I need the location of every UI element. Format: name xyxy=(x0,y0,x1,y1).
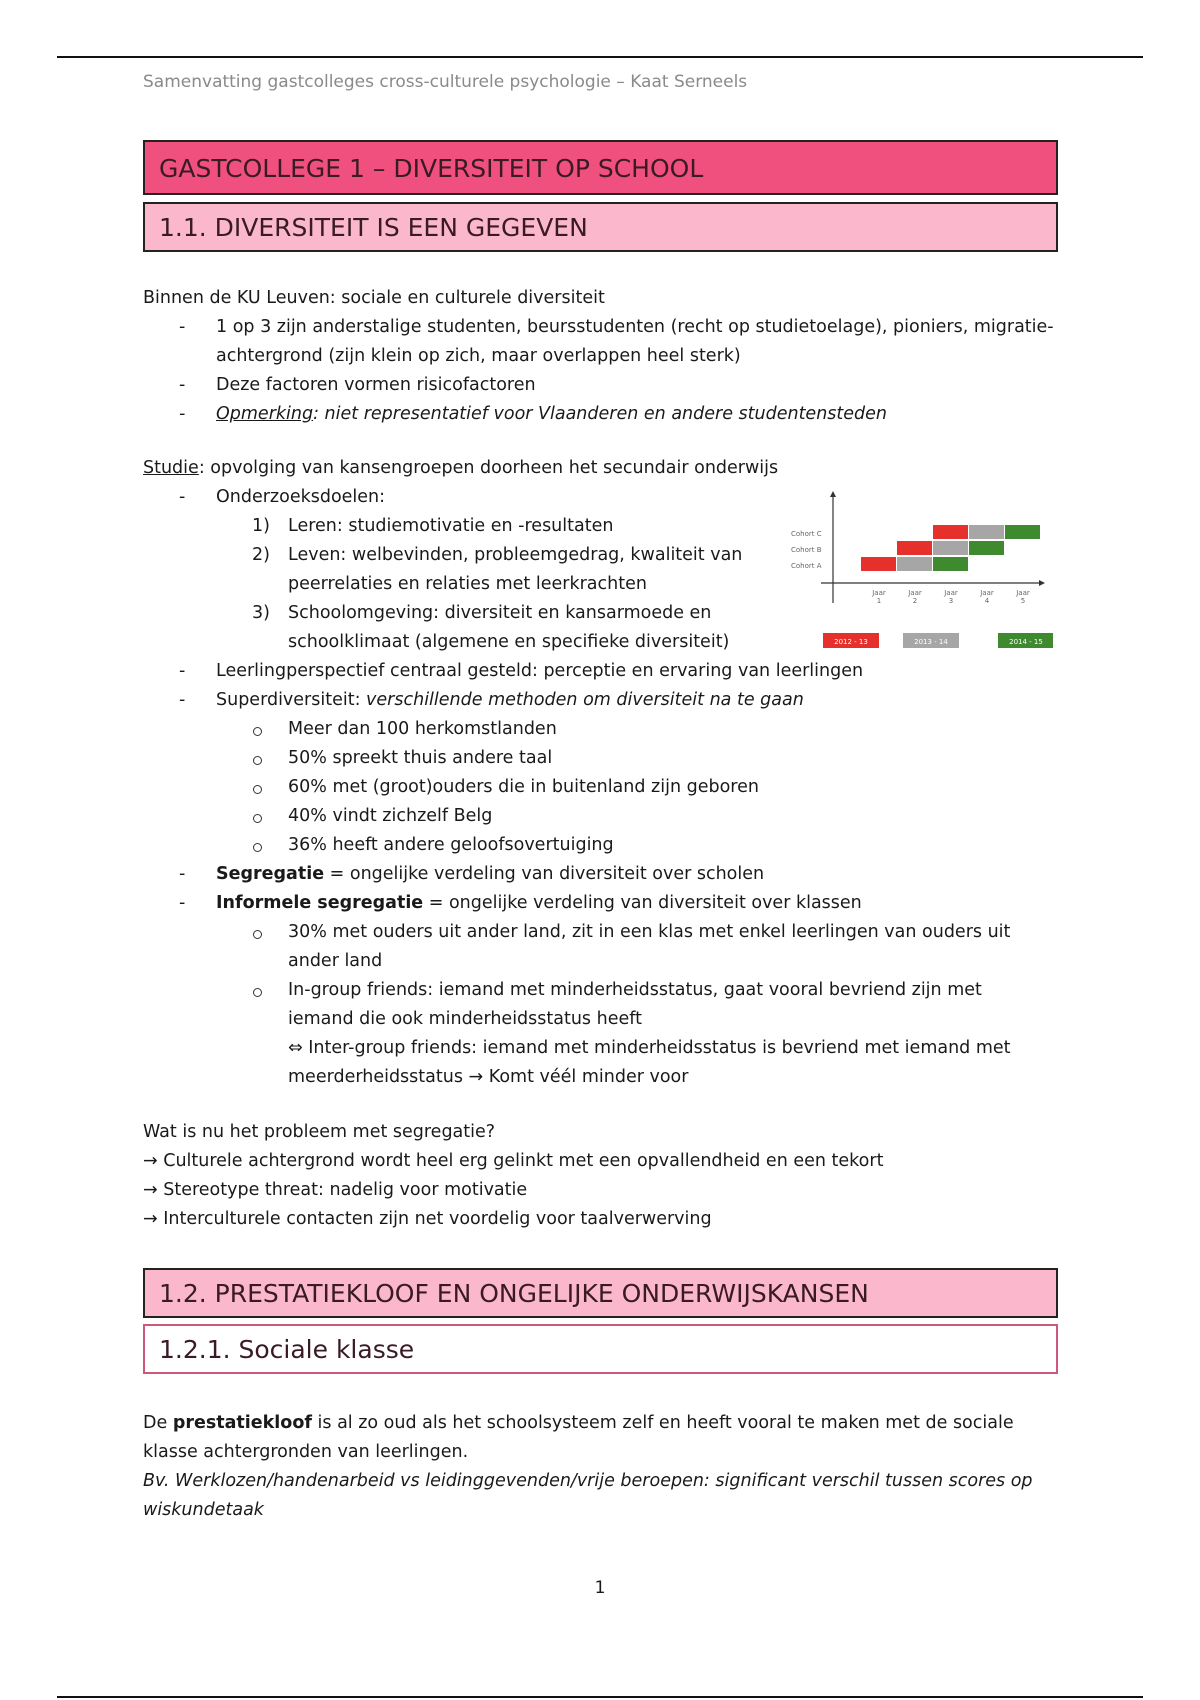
x-tick-label: 5 xyxy=(1020,597,1026,605)
problem-point: → Stereotype threat: nadelig voor motivatie xyxy=(143,1180,528,1200)
superdiv-item: 50% spreekt thuis andere taal xyxy=(143,744,1058,773)
problem-point: → Culturele achtergrond wordt heel erg gelinkt met een opvallendheid en een tekort xyxy=(143,1151,884,1171)
top-rule xyxy=(57,56,1143,58)
cohort-bar xyxy=(1005,525,1040,539)
cohort-chart xyxy=(783,483,1053,653)
cohort-bar xyxy=(969,525,1004,539)
cohort-bar xyxy=(897,541,932,555)
document-body xyxy=(143,140,1058,1525)
superdiv-item: 40% vindt zichzelf Belg xyxy=(143,802,1058,831)
x-tick-label: 1 xyxy=(876,597,882,605)
cohort-bar xyxy=(969,541,1004,555)
study-block xyxy=(143,483,1058,657)
section-heading-1-1: 1.1. DIVERSITEIT IS EEN GEGEVEN xyxy=(143,202,1058,252)
x-tick-label: Jaar xyxy=(980,589,994,597)
example-paragraph: Bv. Werklozen/handenarbeid vs leidinggevenden/vrije beroepen: significant verschil tussen scores op wiskundetaak xyxy=(143,1471,1033,1520)
legend-label: 2012 - 13 xyxy=(834,638,868,646)
problem-point: → Interculturele contacten zijn net voordelig voor taalverwerving xyxy=(143,1209,712,1229)
study-line: Studie: opvolging van kansengroepen doorheen het secundair onderwijs xyxy=(143,458,779,478)
cohort-bar xyxy=(897,557,932,571)
cohort-bar xyxy=(933,541,968,555)
list-item: - Informele segregatie = ongelijke verdeling van diversiteit over klassen xyxy=(143,889,1058,918)
x-tick-label: Jaar xyxy=(908,589,922,597)
legend-label: 2014 - 15 xyxy=(1009,638,1043,646)
x-tick-label: Jaar xyxy=(944,589,958,597)
list-item: - Deze factoren vormen risicofactoren xyxy=(143,371,1058,400)
goal-item: 1) Leren: studiemotivatie en -resultaten xyxy=(252,516,614,536)
x-tick-label: Jaar xyxy=(872,589,886,597)
cohort-label: Cohort B xyxy=(791,546,822,554)
cohort-chart-svg xyxy=(783,483,1053,653)
legend-label: 2013 - 14 xyxy=(914,638,948,646)
superdiv-item: Meer dan 100 herkomstlanden xyxy=(143,715,1058,744)
x-tick-label: 3 xyxy=(948,597,954,605)
remark-item: - Opmerking: niet representatief voor Vlaanderen en andere studentensteden xyxy=(143,400,1058,429)
cohort-label: Cohort C xyxy=(791,530,822,538)
intro-text: Binnen de KU Leuven: sociale en culturele diversiteit xyxy=(143,288,605,308)
x-tick-label: 2 xyxy=(912,597,918,605)
chapter-heading: GASTCOLLEGE 1 – DIVERSITEIT OP SCHOOL xyxy=(143,140,1058,195)
problem-question: Wat is nu het probleem met segregatie? xyxy=(143,1122,496,1142)
gap-paragraph: De prestatiekloof is al zo oud als het schoolsysteem zelf en heeft vooral te maken met de sociale klasse achtergronden van leerlingen. xyxy=(143,1413,1014,1462)
cohort-bar xyxy=(933,557,968,571)
y-axis-arrow xyxy=(830,491,836,497)
running-header: Samenvatting gastcolleges cross-culturele psychologie – Kaat Serneels xyxy=(143,72,748,92)
goal-item: 3) Schoolomgeving: diversiteit en kansarmoede en schoolklimaat (algemene en specifieke diversiteit) xyxy=(252,603,730,652)
list-item: - 1 op 3 zijn anderstalige studenten, beursstudenten (recht op studietoelage), pioniers, migratie-achtergrond (zijn klein op zich, maar overlappen heel sterk) xyxy=(143,313,1058,371)
page-number: 1 xyxy=(594,1578,606,1598)
cohort-bar xyxy=(861,557,896,571)
bottom-rule xyxy=(57,1696,1143,1698)
x-tick-label: 4 xyxy=(984,597,990,605)
list-item: - Onderzoeksdoelen: xyxy=(143,483,1058,512)
x-tick-label: Jaar xyxy=(1016,589,1030,597)
informal-item: 30% met ouders uit ander land, zit in een klas met enkel leerlingen van ouders uit ander land xyxy=(143,918,1058,976)
list-item: - Superdiversiteit: verschillende methoden om diversiteit na te gaan xyxy=(143,686,1058,715)
cohort-label: Cohort A xyxy=(791,562,822,570)
list-item: - Segregatie = ongelijke verdeling van diversiteit over scholen xyxy=(143,860,1058,889)
cohort-bar xyxy=(933,525,968,539)
goal-item: 2) Leven: welbevinden, probleemgedrag, kwaliteit van peerrelaties en relaties met leerkrachten xyxy=(252,545,743,594)
superdiv-item: 60% met (groot)ouders die in buitenland zijn geboren xyxy=(143,773,1058,802)
list-item: - Leerlingperspectief centraal gesteld: perceptie en ervaring van leerlingen xyxy=(143,657,1058,686)
x-axis-arrow xyxy=(1039,580,1045,586)
section-heading-1-2: 1.2. PRESTATIEKLOOF EN ONGELIJKE ONDERWIJSKANSEN xyxy=(143,1268,1058,1318)
superdiv-item: 36% heeft andere geloofsovertuiging xyxy=(143,831,1058,860)
informal-continuation: ⇔ Inter-group friends: iemand met minderheidsstatus is bevriend met iemand met meerderheidsstatus → Komt véél minder voor xyxy=(288,1038,1011,1087)
informal-item: In-group friends: iemand met minderheidsstatus, gaat vooral bevriend zijn met iemand die ook minderheidsstatus heeft xyxy=(143,976,1058,1034)
subsection-heading-1-2-1: 1.2.1. Sociale klasse xyxy=(143,1324,1058,1374)
